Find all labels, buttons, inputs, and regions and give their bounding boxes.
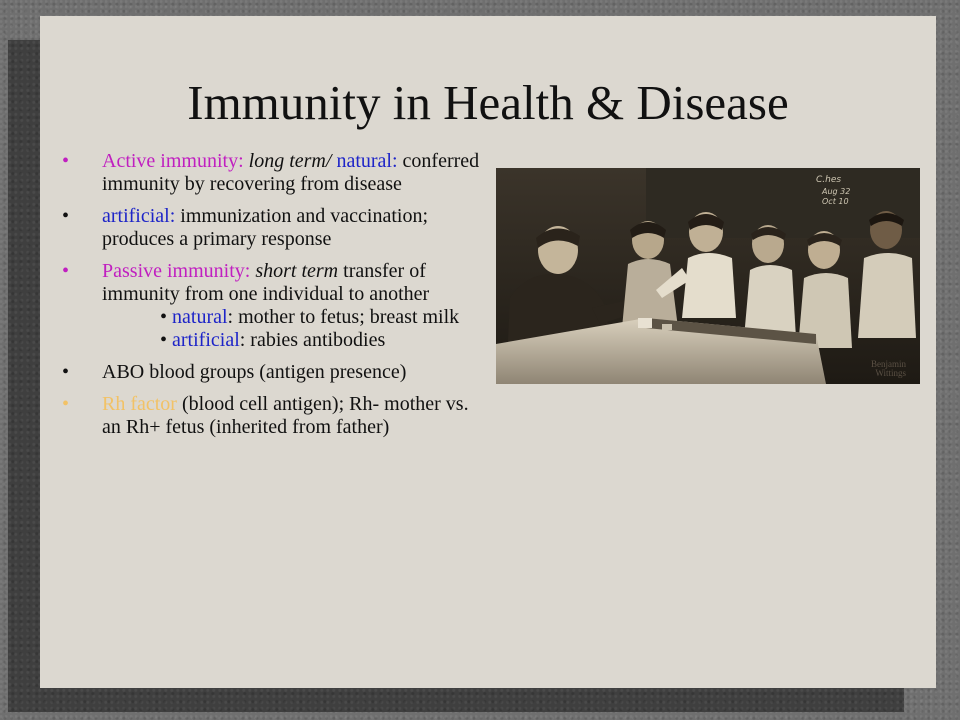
qualifier-long-term: long term/ [248, 150, 332, 172]
sub-bullet-dot: • [160, 306, 173, 328]
slide-title: Immunity in Health & Disease [187, 75, 789, 130]
bullet-dot: • [62, 205, 70, 227]
term-passive-immunity: Passive immunity: [102, 260, 256, 282]
bullet-dot: • [62, 393, 70, 415]
svg-text:C.hes: C.hes [816, 175, 842, 185]
watermark-line-2: Wittings [875, 368, 906, 378]
vaccination-photo [496, 168, 920, 384]
watermark-line-1: Benjamin [871, 359, 906, 369]
bullet-text: transfer of immunity from one individual to another [102, 260, 430, 305]
sub-bullet-natural [102, 306, 482, 329]
slide [40, 16, 936, 688]
term-natural: natural [172, 306, 228, 328]
term-rh-factor: Rh factor [102, 393, 177, 415]
bullet-artificial [62, 205, 482, 251]
bullet-text: immunization and vaccination; produces a primary response [102, 205, 429, 250]
sub-bullet-dot: • [160, 329, 173, 351]
term-artificial: artificial [172, 329, 240, 351]
bullet-list [62, 150, 482, 448]
bullet-dot: • [62, 260, 70, 282]
bullet-text: ABO blood groups (antigen presence) [102, 361, 407, 383]
sub-bullet-text: : rabies antibodies [239, 329, 386, 351]
bullet-dot: • [62, 361, 70, 383]
sub-bullet-artificial [102, 329, 482, 352]
term-artificial: artificial: [102, 205, 181, 227]
bullet-dot: • [62, 150, 70, 172]
sub-bullet-text: : mother to fetus; breast milk [227, 306, 460, 328]
bullet-abo-blood-groups [62, 361, 482, 384]
bullet-rh-factor [62, 393, 482, 439]
bullet-active-immunity [62, 150, 482, 196]
photo-watermark [871, 360, 906, 378]
bullet-text: (blood cell antigen); Rh- mother vs. an Rh+ fetus (inherited from father) [102, 393, 469, 438]
bullet-passive-immunity [62, 260, 482, 352]
photo-image [496, 168, 920, 384]
svg-text:Aug 32: Aug 32 [822, 187, 851, 196]
term-active-immunity: Active immunity: [102, 150, 249, 172]
bullet-text: conferred immunity by recovering from disease [102, 150, 480, 195]
svg-text:Oct 10: Oct 10 [822, 197, 849, 206]
term-natural: natural: [336, 150, 403, 172]
qualifier-short-term: short term [255, 260, 339, 282]
